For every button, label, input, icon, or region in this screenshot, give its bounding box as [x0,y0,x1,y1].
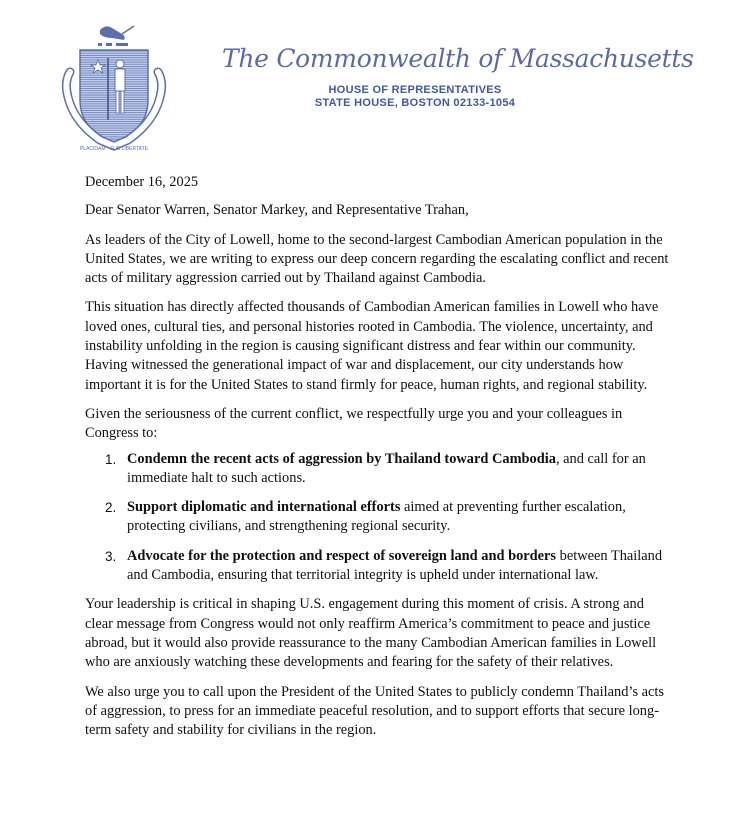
paragraph-urge: Given the seriousness of the current conflict, we respectfully urge you and your colleagues in Congress to: [85,405,623,442]
asks-list [85,450,670,586]
letter-body [85,173,670,750]
letterhead-department: HOUSE OF REPRESENTATIVES [328,84,502,96]
ask-bold-text: Support diplomatic and international efforts [127,499,401,516]
ask-item [105,547,670,586]
paragraph-intro: As leaders of the City of Lowell, home to the second-largest Cambodian American population in the United States, we are writing to express our deep concern regarding the escalating conflict and recent acts of military aggression carried out by Thailand against Cambodia. [85,231,669,287]
massachusetts-seal-icon [60,22,168,157]
ask-text: , and call for an immediate halt to such actions. [127,450,646,486]
ask-item [105,450,670,489]
paragraph-president: We also urge you to call upon the President of the United States to publicly condemn Thailand’s acts of aggression, to press for an immediate peaceful resolution, and to support efforts that secure long-term safety and stability for civilians in the region. [85,683,665,739]
ask-text: aimed at preventing further escalation, protecting civilians, and strengthening regional security. [127,499,626,535]
letterhead-address: STATE HOUSE, BOSTON 02133-1054 [314,97,516,109]
letter-salutation: Dear Senator Warren, Senator Markey, and Representative Trahan, [85,202,469,219]
ask-number: 1. [105,451,117,467]
paragraph-impact: This situation has directly affected thousands of Cambodian American families in Lowell who have loved ones, cultural ties, and personal histories rooted in Cambodia. The violence, uncertainty, and instability unfolding in the region is causing significant distress and fear within our community. Having witnessed the generational impact of war and displacement, our city understands how important it is for the United States to stand firmly for peace, human rights, and regional stability. [85,299,659,393]
letterhead-title: The Commonwealth of Massachusetts [222,44,694,73]
ask-bold-text: Condemn the recent acts of aggression by Thailand toward Cambodia [127,450,556,467]
ask-number: 2. [105,500,117,516]
ask-number: 3. [105,548,117,564]
ask-text: between Thailand and Cambodia, ensuring that territorial integrity is upheld under international law. [127,547,663,584]
letter-date: December 16, 2025 [85,174,199,190]
ask-item [105,498,670,537]
svg-text:PLACIDAM · SUB LIBERTATE: PLACIDAM · SUB LIBERTATE [79,146,149,152]
paragraph-leadership: Your leadership is critical in shaping U.S. engagement during this moment of crisis. A strong and clear message from Congress would not only reaffirm America’s commitment to peace and justice abroad, but it would also provide reassurance to the many Cambodian American families in Lowell who are anxiously watching these developments and fearing for the safety of their relatives. [85,596,657,671]
ask-bold-text: Advocate for the protection and respect of sovereign land and borders [127,547,557,564]
